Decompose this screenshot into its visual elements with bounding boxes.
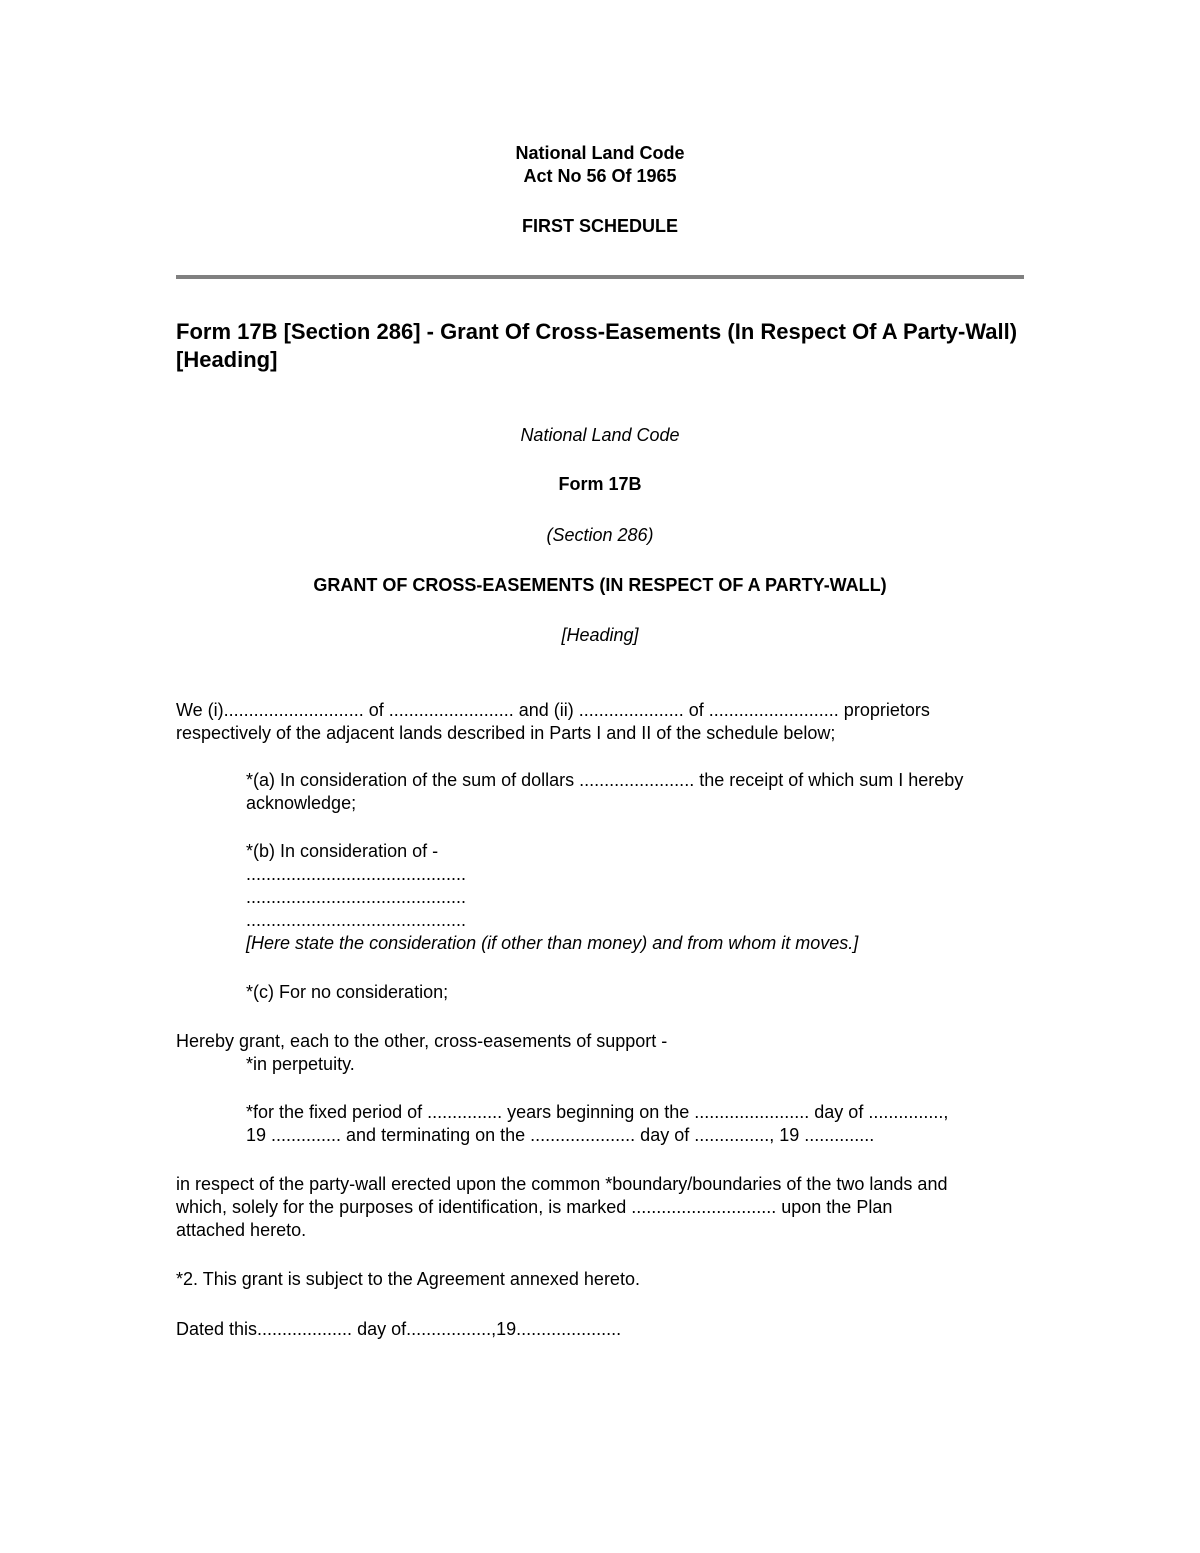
act-number: Act No 56 Of 1965: [523, 166, 677, 186]
option-b-line: *(b) In consideration of -: [246, 841, 439, 861]
clause-2: *2. This grant is subject to the Agreement annexed hereto.: [176, 1269, 640, 1289]
form-heading-note: [Heading]: [561, 625, 639, 645]
option-b-note: [Here state the consideration (if other than money) and from whom it moves.]: [246, 933, 859, 953]
form-section: (Section 286): [546, 525, 654, 545]
fixed-period-paragraph: [246, 1101, 948, 1147]
option-b-dotted-line: ............................................: [246, 887, 467, 907]
option-b-dotted-line: ............................................: [246, 910, 467, 930]
horizontal-divider: [176, 275, 1024, 279]
dated-line: Dated this................... day of.................,19.....................: [176, 1319, 622, 1339]
form-heading: GRANT OF CROSS-EASEMENTS (IN RESPECT OF A PARTY-WALL): [313, 575, 887, 595]
grant-line: Hereby grant, each to the other, cross-easements of support -: [176, 1031, 668, 1051]
respect-line: which, solely for the purposes of identification, is marked ............................. upon the Plan: [176, 1197, 893, 1217]
perpetuity-line: *in perpetuity.: [246, 1054, 355, 1074]
option-b-paragraph: [246, 840, 858, 955]
form-page-title: Form 17B [Section 286] - Grant Of Cross-Easements (In Respect Of A Party-Wall) [Heading]: [176, 319, 1018, 372]
respect-paragraph: [176, 1173, 947, 1242]
form-number: Form 17B: [558, 474, 642, 494]
respect-line: in respect of the party-wall erected upon the common *boundary/boundaries of the two lands and: [176, 1174, 948, 1194]
respect-line: attached hereto.: [176, 1220, 307, 1240]
option-c-line: *(c) For no consideration;: [246, 982, 449, 1002]
fixed-period-line: 19 .............. and terminating on the ..................... day of ..............., 19 ..............: [246, 1125, 875, 1145]
fixed-period-line: *for the fixed period of ............... years beginning on the ....................... day of ...............,: [246, 1102, 949, 1122]
option-b-dotted-line: ............................................: [246, 864, 467, 884]
act-title: National Land Code: [515, 143, 685, 163]
intro-paragraph: [176, 699, 930, 745]
intro-line: respectively of the adjacent lands described in Parts I and II of the schedule below;: [176, 723, 836, 743]
intro-line: We (i)............................ of ......................... and (ii) ..................... of .......................... proprietors: [176, 700, 930, 720]
schedule-title: FIRST SCHEDULE: [521, 216, 678, 236]
option-a-paragraph: [246, 769, 963, 815]
option-a-line: *(a) In consideration of the sum of dollars ....................... the receipt of which sum I hereby: [246, 770, 964, 790]
option-a-line: acknowledge;: [246, 793, 357, 813]
form-code-label: National Land Code: [520, 425, 680, 445]
